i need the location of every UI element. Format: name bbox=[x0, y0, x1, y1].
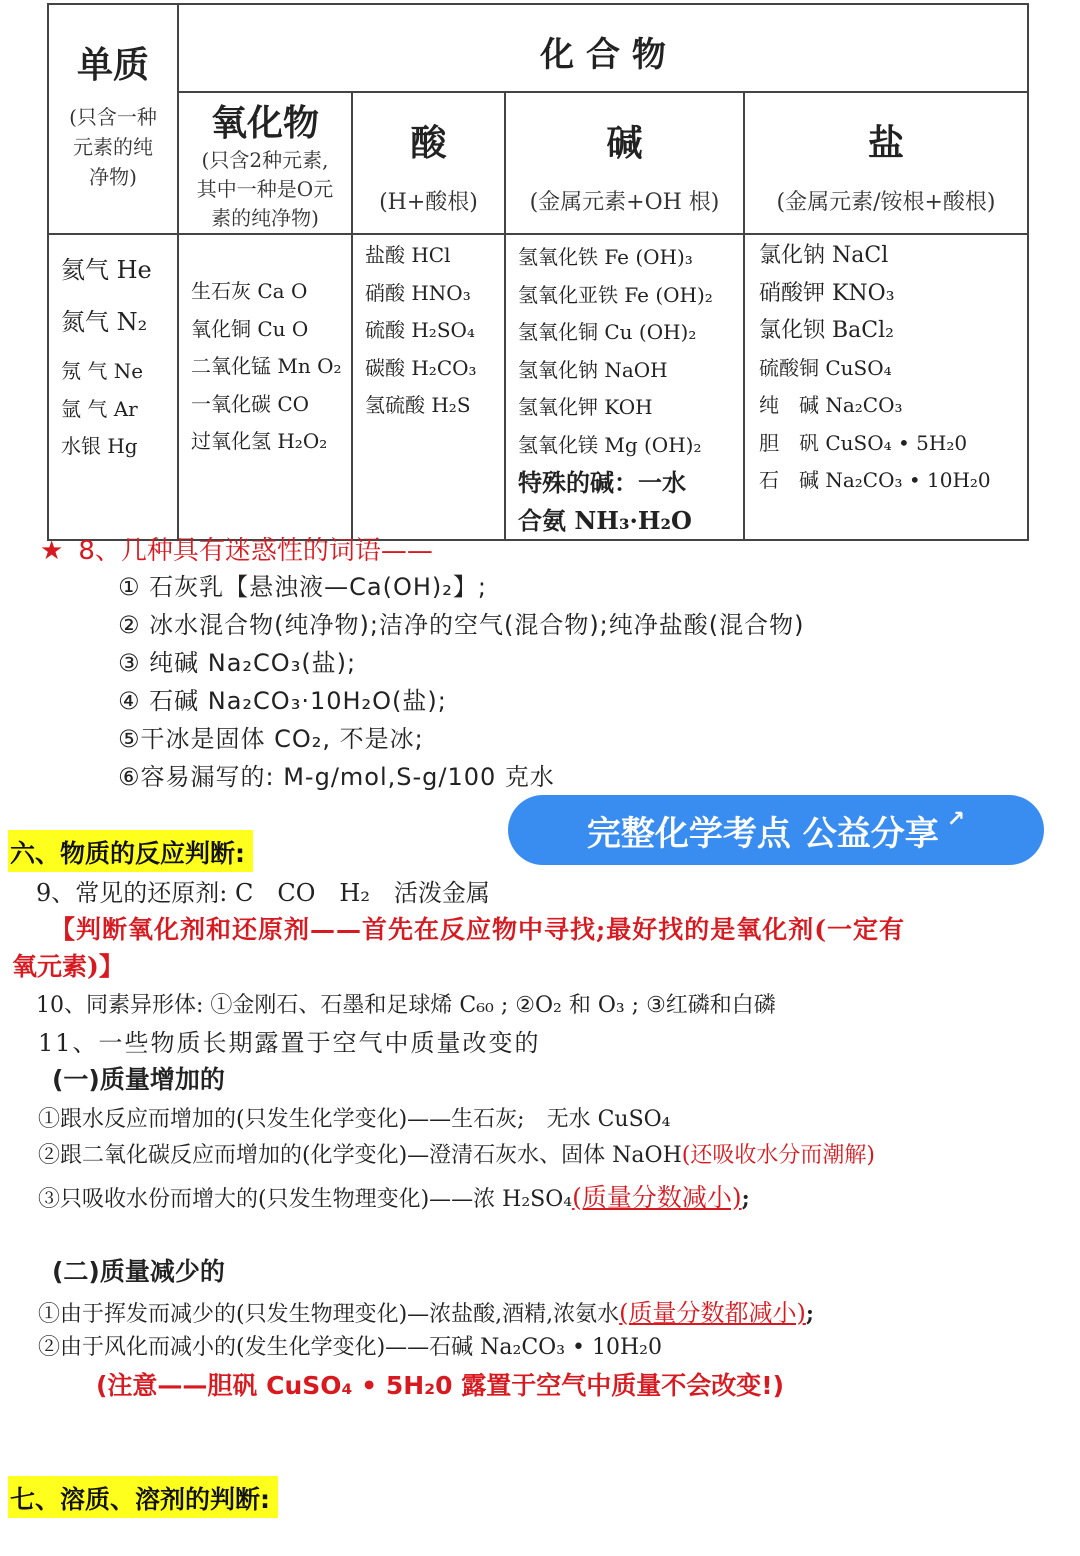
oxides-note-1: (只含2种元素, bbox=[201, 148, 329, 172]
acids-title: 酸 bbox=[410, 123, 447, 164]
salts-header bbox=[744, 92, 1028, 234]
oxidizer-note-line-1: 【判断氧化剂和还原剂——首先在反应物中寻找;最好找的是氧化剂(一定有 bbox=[50, 915, 906, 944]
section8-title: 8、几种具有迷惑性的词语—— bbox=[78, 536, 433, 566]
salt-item: 氯化钡 BaCl₂ bbox=[759, 318, 894, 343]
elements-note-1: (只含一种 bbox=[69, 105, 157, 129]
confusing-term-1: ① 石灰乳【悬浊液—Ca(OH)₂】; bbox=[118, 573, 487, 601]
special-base-line-1: 特殊的碱：一水 bbox=[518, 468, 686, 497]
acids-header bbox=[352, 92, 505, 234]
exposure-line: 11、一些物质长期露置于空气中质量改变的 bbox=[38, 1029, 541, 1057]
elements-header bbox=[48, 4, 178, 234]
elements-title: 单质 bbox=[76, 45, 149, 86]
mass-increase-3-text: ③只吸收水份而增大的(只发生物理变化)——浓 H₂SO₄ bbox=[38, 1187, 573, 1212]
salts-title: 盐 bbox=[867, 123, 904, 164]
acids-note: (H+酸根) bbox=[379, 190, 478, 215]
chalcanthite-note: (注意——胆矾 CuSO₄ • 5H₂0 露置于空气中质量不会改变!) bbox=[96, 1371, 785, 1400]
salt-item: 石 碱 Na₂CO₃ • 10H₂0 bbox=[759, 468, 991, 492]
salt-item: 胆 矾 CuSO₄ • 5H₂0 bbox=[759, 430, 968, 455]
acid-item: 碳酸 H₂CO₃ bbox=[365, 355, 477, 380]
external-link-icon: ↗ bbox=[946, 806, 966, 832]
element-argon: 氩 气 Ar bbox=[61, 396, 138, 421]
mass-increase-3 bbox=[38, 1178, 750, 1214]
mass-increase-3-end: ; bbox=[741, 1186, 750, 1212]
base-item: 氢氧化钾 KOH bbox=[518, 395, 653, 419]
compounds-header bbox=[178, 4, 1028, 92]
bases-cell bbox=[505, 234, 744, 540]
acid-item: 氢硫酸 H₂S bbox=[365, 393, 471, 417]
section8-list bbox=[118, 568, 805, 796]
oxides-header bbox=[178, 92, 352, 234]
section8-header bbox=[40, 530, 433, 567]
reducing-agents-line: 9、常见的还原剂: C CO H₂ 活泼金属 bbox=[36, 879, 490, 907]
oxides-cell bbox=[178, 234, 352, 540]
confusing-term-4: ④ 石碱 Na₂CO₃·10H₂O(盐); bbox=[118, 687, 447, 715]
base-item: 氢氧化铜 Cu (OH)₂ bbox=[518, 320, 697, 344]
special-base-line-2: 合氨 NH₃·H₂O bbox=[518, 505, 692, 535]
bases-title: 碱 bbox=[606, 123, 643, 164]
mass-increase-3-red: (质量分数减小) bbox=[572, 1183, 742, 1212]
element-neon: 氖 气 Ne bbox=[61, 359, 144, 383]
mass-decrease-1-text: ①由于挥发而减少的(只发生物理变化)—浓盐酸,酒精,浓氨水 bbox=[38, 1302, 620, 1327]
salts-cell bbox=[744, 234, 1028, 540]
base-item: 氢氧化镁 Mg (OH)₂ bbox=[518, 432, 702, 457]
bases-header bbox=[505, 92, 744, 234]
elements-note-2: 元素的纯 bbox=[73, 135, 153, 159]
oxide-item: 生石灰 Ca O bbox=[191, 279, 308, 303]
base-item: 氢氧化亚铁 Fe (OH)₂ bbox=[518, 282, 713, 307]
section6-heading: 六、物质的反应判断: bbox=[8, 830, 253, 872]
classification-table bbox=[47, 3, 1029, 541]
oxides-note-2: 其中一种是O元 bbox=[196, 177, 334, 201]
confusing-term-2: ② 冰水混合物(纯净物);洁净的空气(混合物);纯净盐酸(混合物) bbox=[118, 611, 805, 639]
acid-item: 盐酸 HCl bbox=[365, 243, 451, 267]
compounds-title: 化 合 物 bbox=[540, 35, 666, 75]
salt-item: 硝酸钾 KNO₃ bbox=[759, 280, 895, 306]
section7-heading: 七、溶质、溶剂的判断: bbox=[8, 1476, 278, 1518]
mass-decrease-1-red: (质量分数都减小) bbox=[619, 1299, 806, 1327]
oxide-item: 一氧化碳 CO bbox=[191, 391, 310, 416]
confusing-term-6: ⑥容易漏写的: M-g/mol,S-g/100 克水 bbox=[118, 763, 555, 791]
share-banner[interactable] bbox=[508, 795, 1044, 865]
oxides-title: 氧化物 bbox=[210, 103, 319, 144]
mass-decrease-title: (二)质量减少的 bbox=[52, 1257, 225, 1286]
salt-item: 硫酸铜 CuSO₄ bbox=[759, 355, 892, 380]
elements-note-3: 净物) bbox=[89, 165, 137, 189]
mass-decrease-1-end: ; bbox=[805, 1301, 815, 1327]
confusing-term-5: ⑤干冰是固体 CO₂, 不是冰; bbox=[118, 725, 424, 753]
confusing-term-3: ③ 纯碱 Na₂CO₃(盐); bbox=[118, 649, 357, 677]
oxidizer-note-line-2: 氧元素)】 bbox=[12, 952, 124, 981]
elements-cell bbox=[48, 234, 178, 540]
mass-increase-2 bbox=[38, 1138, 875, 1169]
acid-item: 硫酸 H₂SO₄ bbox=[365, 318, 475, 342]
allotropes-line: 10、同素异形体: ①金刚石、石墨和足球烯 C₆₀ ; ②O₂ 和 O₃ ; ③红磷和白磷 bbox=[36, 993, 776, 1018]
mass-decrease-1 bbox=[38, 1293, 814, 1328]
salt-item: 纯 碱 Na₂CO₃ bbox=[759, 393, 903, 417]
share-banner-text: 完整化学考点 公益分享 bbox=[586, 813, 939, 854]
base-item: 氢氧化铁 Fe (OH)₃ bbox=[518, 245, 693, 269]
mass-decrease-2: ②由于风化而减小的(发生化学变化)——石碱 Na₂CO₃ • 10H₂0 bbox=[38, 1335, 662, 1360]
mass-increase-1: ①跟水反应而增加的(只发生化学变化)——生石灰; 无水 CuSO₄ bbox=[38, 1107, 671, 1132]
mass-increase-2-red: (还吸收水分而潮解) bbox=[681, 1143, 875, 1168]
acid-item: 硝酸 HNO₃ bbox=[365, 280, 471, 305]
oxide-item: 氧化铜 Cu O bbox=[191, 316, 309, 341]
base-item: 氢氧化钠 NaOH bbox=[518, 357, 668, 382]
element-helium: 氦气 He bbox=[61, 256, 152, 284]
bases-note: (金属元素+OH 根) bbox=[529, 190, 720, 215]
oxide-item: 过氧化氢 H₂O₂ bbox=[191, 429, 328, 453]
mass-increase-title: (一)质量增加的 bbox=[52, 1065, 225, 1094]
star-icon: ★ bbox=[40, 536, 64, 566]
salt-item: 氯化钠 NaCl bbox=[759, 243, 889, 268]
element-nitrogen: 氮气 N₂ bbox=[61, 308, 148, 336]
acids-cell bbox=[352, 234, 505, 540]
salts-note: (金属元素/铵根+酸根) bbox=[776, 190, 996, 215]
oxide-item: 二氧化锰 Mn O₂ bbox=[191, 354, 342, 378]
mass-increase-2-text: ②跟二氧化碳反应而增加的(化学变化)—澄清石灰水、固体 NaOH bbox=[38, 1143, 682, 1168]
oxides-note-3: 素的纯净物) bbox=[211, 206, 319, 230]
element-mercury: 水银 Hg bbox=[61, 434, 138, 458]
